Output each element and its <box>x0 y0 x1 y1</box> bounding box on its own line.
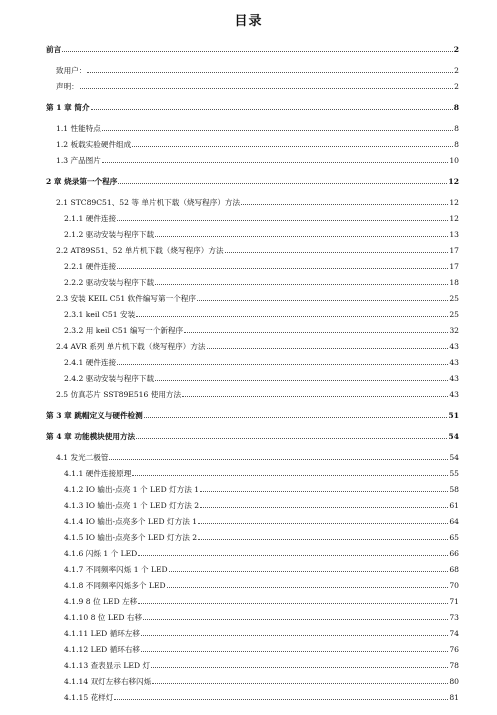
toc-entry[interactable] <box>0 674 497 686</box>
toc-entry[interactable] <box>0 243 497 255</box>
toc-entry-label: 致用户： <box>56 66 87 75</box>
toc-entry[interactable] <box>0 137 497 149</box>
dot-leader <box>155 235 448 237</box>
toc-entry-page: 43 <box>449 358 459 367</box>
toc-entry-page: 68 <box>449 565 459 574</box>
toc-entry-label: 1.2 板载实验硬件组成 <box>56 140 132 149</box>
dot-leader <box>152 682 448 684</box>
toc-entry-label: 2.4 AVR 系列 单片机下载（烧写程序）方法 <box>56 342 206 351</box>
toc-entry-page: 12 <box>449 198 459 207</box>
toc-entry[interactable] <box>0 259 497 271</box>
dot-leader <box>197 299 448 301</box>
toc-entry-page: 8 <box>453 103 459 112</box>
dot-leader <box>136 315 448 317</box>
toc-entry[interactable] <box>0 658 497 670</box>
toc-entry-label: 4.1.9 8 位 LED 左移 <box>64 597 138 606</box>
toc-entry[interactable] <box>0 626 497 638</box>
toc-entry[interactable] <box>0 371 497 383</box>
toc-entry[interactable] <box>0 355 497 367</box>
toc-entry-page: 25 <box>449 310 459 319</box>
toc-entry[interactable] <box>0 514 497 526</box>
dot-leader <box>167 586 449 588</box>
dot-leader <box>143 618 448 620</box>
dot-leader <box>117 363 448 365</box>
toc-entry[interactable] <box>0 195 497 207</box>
toc-entry-label: 4.1.5 IO 输出-点亮多个 LED 灯方法 2 <box>64 533 198 542</box>
toc-entry-label: 1.3 产品图片 <box>56 156 101 165</box>
toc-entry[interactable] <box>0 578 497 590</box>
dot-leader <box>225 251 449 253</box>
dot-leader <box>136 437 447 439</box>
toc-entry-label: 4.1.1 硬件连接原理 <box>64 469 132 478</box>
toc-entry-label: 2.3 安装 KEIL C51 软件编写第一个程序 <box>56 294 196 303</box>
toc-entry[interactable] <box>0 530 497 542</box>
dot-leader <box>87 71 453 73</box>
dot-leader <box>198 538 448 540</box>
toc-entry-label: 1.1 性能特点 <box>56 124 101 133</box>
toc-entry-label: 4.1.11 LED 循环左移 <box>64 629 141 638</box>
toc-entry-page: 10 <box>449 156 459 165</box>
toc-entry-page: 18 <box>449 278 459 287</box>
toc-entry-page: 65 <box>449 533 459 542</box>
toc-entry-label: 4.1.10 8 位 LED 右移 <box>64 613 143 622</box>
toc-entry-label: 2.5 仿真芯片 SST89E516 使用方法 <box>56 390 182 399</box>
toc-entry[interactable] <box>0 429 497 441</box>
toc-entry-page: 32 <box>449 326 459 335</box>
dot-leader <box>118 182 447 184</box>
toc-entry[interactable] <box>0 610 497 622</box>
toc-entry-page: 12 <box>449 214 459 223</box>
toc-entry-page: 17 <box>449 262 459 271</box>
toc-entry-page: 12 <box>448 177 459 186</box>
toc-entry[interactable] <box>0 339 497 351</box>
toc-entry-page: 8 <box>454 140 459 149</box>
dot-leader <box>91 108 453 110</box>
dot-leader <box>132 474 448 476</box>
toc-entry[interactable] <box>0 79 497 91</box>
toc-entry[interactable] <box>0 387 497 399</box>
toc-entry-label: 2.2 AT89S51、52 单片机下载（烧写程序）方法 <box>56 246 224 255</box>
dot-leader <box>117 219 448 221</box>
dot-leader <box>117 267 448 269</box>
toc-entry[interactable] <box>0 100 497 112</box>
toc-entry-label: 2.3.1 keil C51 安装 <box>64 310 136 319</box>
toc-entry-page: 43 <box>449 342 459 351</box>
toc-entry[interactable] <box>0 408 497 420</box>
dot-leader <box>182 395 448 397</box>
toc-entry-label: 声明： <box>56 82 79 91</box>
toc-entry-label: 第 3 章 跳帽定义与硬件检测 <box>46 411 143 420</box>
dot-leader <box>207 347 449 349</box>
dot-leader <box>80 87 453 89</box>
toc-entry-label: 2.4.2 驱动安装与程序下载 <box>64 374 155 383</box>
toc-entry-page: 2 <box>453 45 459 54</box>
toc-entry-page: 58 <box>449 485 459 494</box>
dot-leader <box>184 331 448 333</box>
dot-leader <box>151 666 448 668</box>
dot-leader <box>241 203 448 205</box>
toc-entry[interactable] <box>0 466 497 478</box>
toc-entry-page: 61 <box>449 501 459 510</box>
toc-entry-label: 前言 <box>46 45 62 54</box>
toc-entry[interactable] <box>0 291 497 303</box>
page-title: 目录 <box>234 14 263 29</box>
toc-entry-label: 2.1.1 硬件连接 <box>64 214 117 223</box>
toc-entry-page: 66 <box>449 549 459 558</box>
toc-entry-page: 73 <box>449 613 459 622</box>
dot-leader <box>155 379 448 381</box>
toc-entry[interactable] <box>0 174 497 186</box>
toc-entry-label: 第 1 章 简介 <box>46 103 90 112</box>
toc-entry[interactable] <box>0 450 497 462</box>
toc-entry[interactable] <box>0 642 497 654</box>
toc-entry-label: 2.1 STC89C51、52 等 单片机下载（烧写程序）方法 <box>56 198 241 207</box>
toc-entry-label: 4.1.8 不同频率闪烁多个 LED <box>64 581 166 590</box>
toc-entry-page: 54 <box>449 453 459 462</box>
dot-leader <box>198 522 448 524</box>
toc-entry-label: 4.1.7 不同频率闪烁 1 个 LED <box>64 565 168 574</box>
toc-entry[interactable] <box>0 562 497 574</box>
toc-entry[interactable] <box>0 498 497 510</box>
toc-entry-page: 74 <box>449 629 459 638</box>
toc-entry[interactable] <box>0 153 497 165</box>
toc-entry-label: 4.1.14 双灯左移右移闪烁 <box>64 677 152 686</box>
dot-leader <box>102 129 453 131</box>
toc-entry-label: 4.1 发光二极管 <box>56 453 109 462</box>
dot-leader <box>144 416 448 418</box>
toc-entry-label: 4.1.12 LED 循环右移 <box>64 645 141 654</box>
toc-entry-label: 4.1.6 闪烁 1 个 LED <box>64 549 138 558</box>
dot-leader <box>155 283 448 285</box>
toc-entry[interactable] <box>0 482 497 494</box>
toc-entry-page: 13 <box>449 230 459 239</box>
toc-entry-page: 8 <box>454 124 459 133</box>
toc-entry[interactable] <box>0 307 497 319</box>
dot-leader <box>62 50 453 52</box>
toc-entry-label: 2.3.2 用 keil C51 编写一个新程序 <box>64 326 184 335</box>
dot-leader <box>141 650 448 652</box>
toc-entry-page: 81 <box>449 693 459 702</box>
toc-entry[interactable] <box>0 121 497 133</box>
toc-entry[interactable] <box>0 63 497 75</box>
toc-entry-label: 2 章 烧录第一个程序 <box>46 177 118 186</box>
toc-entry[interactable] <box>0 546 497 558</box>
toc-entry-label: 4.1.3 IO 输出-点亮 1 个 LED 灯方法 2 <box>64 501 200 510</box>
toc-entry-label: 4.1.4 IO 输出-点亮多个 LED 灯方法 1 <box>64 517 198 526</box>
toc-entry-page: 71 <box>449 597 459 606</box>
toc-entry-label: 4.1.13 查表显示 LED 灯 <box>64 661 151 670</box>
toc-entry[interactable] <box>0 211 497 223</box>
toc-entry-page: 64 <box>449 517 459 526</box>
toc-entry[interactable] <box>0 227 497 239</box>
toc-entry[interactable] <box>0 323 497 335</box>
toc-entry-label: 4.1.2 IO 输出-点亮 1 个 LED 灯方法 1 <box>64 485 200 494</box>
toc-entry[interactable] <box>0 42 497 54</box>
toc-entry-page: 55 <box>449 469 459 478</box>
toc-entry-page: 2 <box>454 82 459 91</box>
toc-entry-label: 2.1.2 驱动安装与程序下载 <box>64 230 155 239</box>
dot-leader <box>132 145 453 147</box>
toc-entry-page: 2 <box>454 66 459 75</box>
toc-entry-page: 51 <box>448 411 459 420</box>
toc-entry-label: 2.4.1 硬件连接 <box>64 358 117 367</box>
toc-entry-page: 17 <box>449 246 459 255</box>
dot-leader <box>200 490 448 492</box>
toc-entry-label: 4.1.15 花样灯 <box>64 693 114 702</box>
toc-entry-label: 第 4 章 功能模块使用方法 <box>46 432 136 441</box>
toc-entry-page: 43 <box>449 374 459 383</box>
toc-entry-page: 78 <box>449 661 459 670</box>
dot-leader <box>138 602 448 604</box>
dot-leader <box>102 161 448 163</box>
toc-entry-page: 70 <box>449 581 459 590</box>
toc-entry[interactable] <box>0 690 497 702</box>
dot-leader <box>138 554 448 556</box>
toc-entry-label: 2.2.2 驱动安装与程序下载 <box>64 278 155 287</box>
toc-entry[interactable] <box>0 594 497 606</box>
toc-entry[interactable] <box>0 275 497 287</box>
dot-leader <box>114 698 448 700</box>
toc-entry-page: 76 <box>449 645 459 654</box>
toc-entry-label: 2.2.1 硬件连接 <box>64 262 117 271</box>
dot-leader <box>109 458 448 460</box>
toc-entry-page: 54 <box>448 432 459 441</box>
toc-entry-page: 43 <box>449 390 459 399</box>
toc-entry-page: 80 <box>449 677 459 686</box>
dot-leader <box>200 506 448 508</box>
toc-entry-page: 25 <box>449 294 459 303</box>
dot-leader <box>141 634 448 636</box>
dot-leader <box>169 570 449 572</box>
